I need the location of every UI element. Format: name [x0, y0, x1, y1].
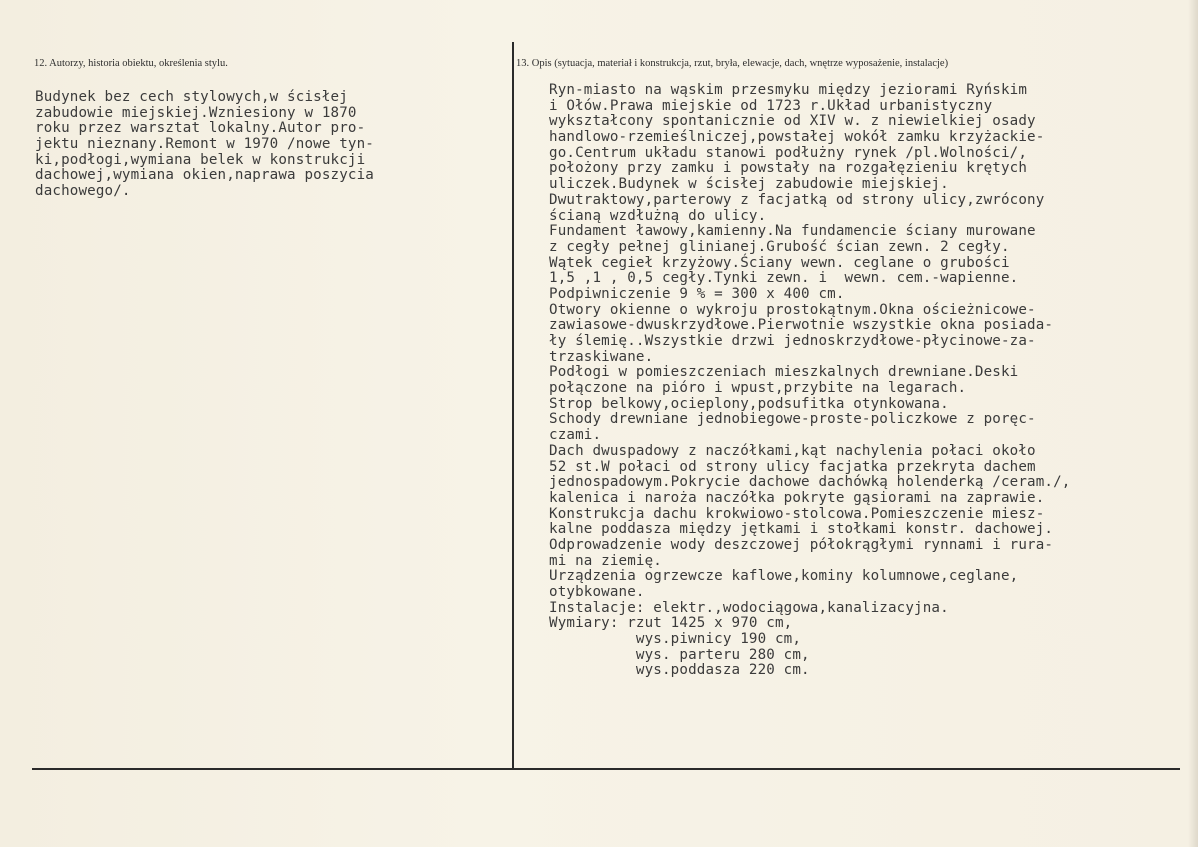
section-12-text-line: Budynek bez cech stylowych,w ścisłej: [35, 89, 348, 105]
section-13-text-line: czami.: [549, 427, 602, 444]
section-13-text-line: Odprowadzenie wody deszczowej półokrągłymi rynnami i rura-: [549, 536, 1054, 553]
section-13-text-line: Wymiary: rzut 1425 x 970 cm,: [549, 615, 793, 632]
section-13-text-line: otybkowane.: [549, 584, 645, 600]
section-13-text-line: Podpiwniczenie 9 % = 300 x 400 cm.: [549, 285, 845, 302]
section-13-text-line: 52 st.W połaci od strony ulicy facjatka przekryta dachem: [549, 458, 1036, 475]
section-13-text-line: wys.piwnicy 190 cm,: [549, 631, 802, 648]
section-13-text-line: 1,5 ,1 , 0,5 cegły.Tynki zewn. i wewn. cem.-wapienne.: [549, 270, 1019, 287]
section-12-text-line: jektu nieznany.Remont w 1970 /nowe tyn-: [35, 136, 374, 153]
section-13-text-line: mi na ziemię.: [549, 552, 662, 569]
section-13-text-line: handlowo-rzemieślniczej,powstałej wokół zamku krzyżackie-: [549, 129, 1045, 146]
section-13-text-line: uliczek.Budynek w ścisłej zabudowie miejskiej.: [549, 176, 949, 193]
section-13-text-line: ły ślemię..Wszystkie drzwi jednoskrzydłowe-płycinowe-za-: [549, 333, 1036, 349]
section-13-text-line: Strop belkowy,ocieplony,podsufitka otynkowana.: [549, 395, 949, 412]
section-12-text-line: dachowego/.: [35, 183, 131, 200]
section-13-text-line: Dach dwuspadowy z naczółkami,kąt nachylenia połaci około: [549, 442, 1036, 459]
section-13-text-line: Schody drewniane jednobiegowe-proste-policzkowe z poręc-: [549, 411, 1036, 428]
section-13-text: [549, 83, 1071, 679]
section-13-text-line: jednospadowym.Pokrycie dachowe dachówką holenderką /ceram./,: [549, 474, 1071, 491]
section-13-text-line: ścianą wzdłużną do ulicy.: [549, 207, 767, 224]
section-13-header: 13. Opis (sytuacja, materiał i konstrukcja, rzut, bryła, elewacje, dach, wnętrze wyposażenie, instalacje): [516, 58, 949, 69]
page-edge-shadow: [1188, 0, 1198, 847]
section-13-text-line: trzaskiwane.: [549, 348, 654, 365]
section-13-text-line: zawiasowe-dwuskrzydłowe.Pierwotnie wszystkie okna posiada-: [549, 317, 1054, 334]
section-13-text-line: Dwutraktowy,parterowy z facjatką od strony ulicy,zwrócony: [549, 191, 1045, 208]
section-12-text: [35, 90, 374, 200]
section-13-text-line: i Ołów.Prawa miejskie od 1723 r.Układ urbanistyczny: [549, 97, 993, 114]
section-13-text-line: połączone na pióro i wpust,przybite na legarach.: [549, 380, 967, 397]
section-13-text-line: Konstrukcja dachu krokwiowo-stolcowa.Pomieszczenie miesz-: [549, 505, 1045, 522]
section-13-text-line: Podłogi w pomieszczeniach mieszkalnych drewniane.Deski: [549, 364, 1019, 381]
column-divider: [512, 42, 514, 768]
section-13-text-line: go.Centrum układu stanowi podłużny rynek /pl.Wolności/,: [549, 144, 1028, 161]
section-13-text-line: wys. parteru 280 cm,: [549, 646, 810, 663]
section-12-header: 12. Autorzy, historia obiektu, określenia stylu.: [34, 58, 228, 69]
section-13-text-line: wys.poddasza 220 cm.: [549, 662, 810, 679]
section-13-text-line: kalne poddasza między jętkami i stołkami konstr. dachowej.: [549, 521, 1054, 538]
bottom-rule: [32, 768, 1180, 770]
section-13-text-line: Urządzenia ogrzewcze kaflowe,kominy kolumnowe,ceglane,: [549, 568, 1019, 585]
section-13-text-line: kalenica i naroża naczółka pokryte gąsiorami na zaprawie.: [549, 489, 1045, 506]
section-13-text-line: położony przy zamku i powstały na rozgałęzieniu krętych: [549, 160, 1028, 177]
section-12-text-line: ki,podłogi,wymiana belek w konstrukcji: [35, 151, 366, 168]
section-12-text-line: dachowej,wymiana okien,naprawa poszycia: [35, 167, 374, 184]
section-13-text-line: Wątek cegieł krzyżowy.Ściany wewn. ceglane o grubości: [549, 254, 1010, 271]
section-13-text-line: Ryn-miasto na wąskim przesmyku między jeziorami Ryńskim: [549, 82, 1028, 98]
section-13-text-line: Fundament ławowy,kamienny.Na fundamencie ściany murowane: [549, 223, 1036, 240]
section-12-text-line: roku przez warsztat lokalny.Autor pro-: [35, 120, 366, 137]
section-13-text-line: wykształcony spontanicznie od XIV w. z niewielkiej osady: [549, 113, 1036, 130]
section-13-text-line: z cegły pełnej glinianej.Grubość ścian zewn. 2 cegły.: [549, 238, 1010, 255]
section-13-text-line: Otwory okienne o wykroju prostokątnym.Okna ościeżnicowe-: [549, 301, 1036, 318]
section-13-text-line: Instalacje: elektr.,wodociągowa,kanalizacyjna.: [549, 599, 949, 616]
section-12-text-line: zabudowie miejskiej.Wzniesiony w 1870: [35, 104, 357, 121]
